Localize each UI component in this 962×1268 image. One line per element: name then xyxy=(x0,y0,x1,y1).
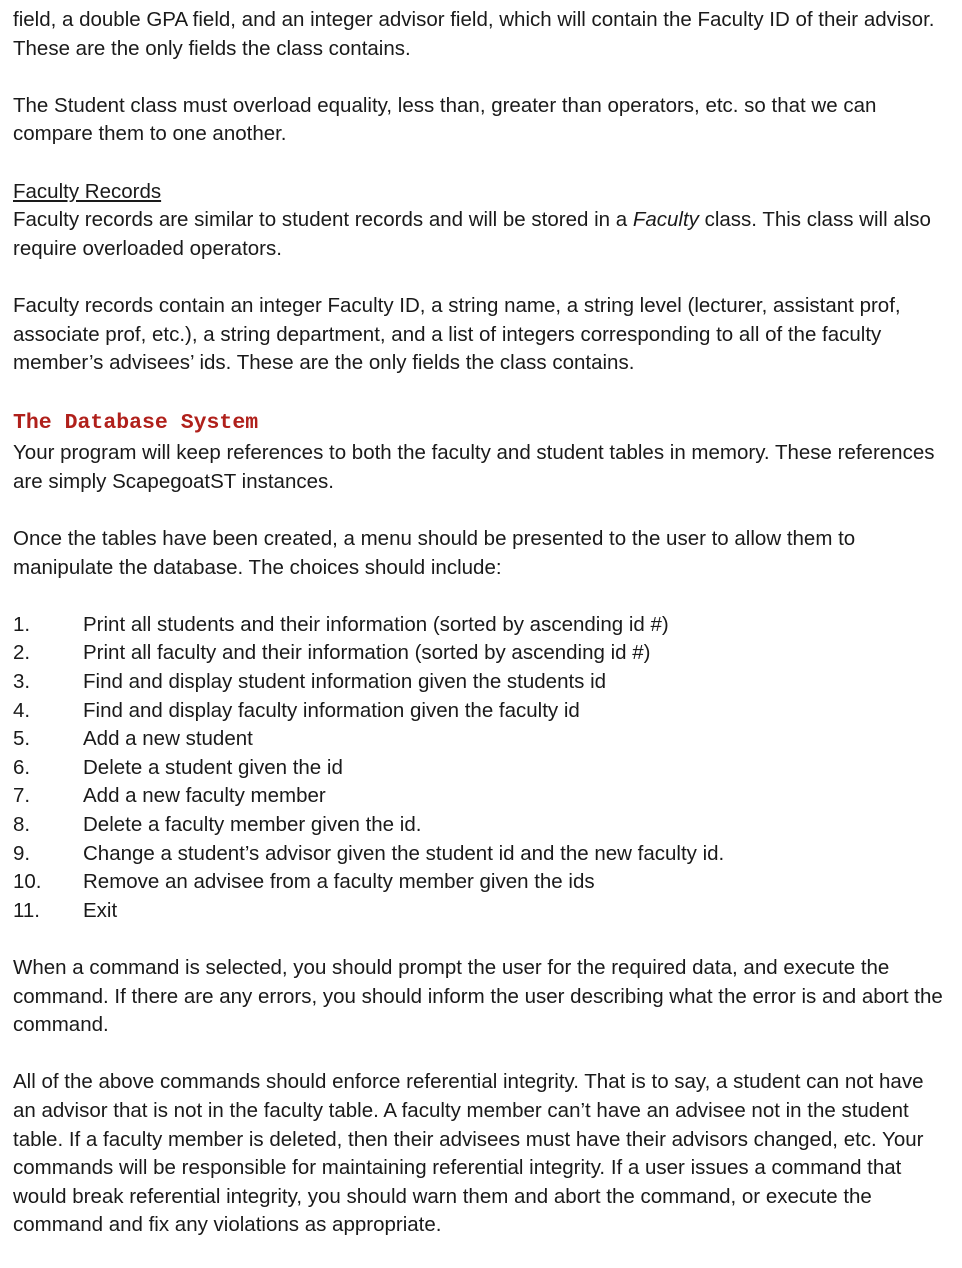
list-item xyxy=(13,725,943,754)
list-item xyxy=(13,782,943,811)
paragraph-menu-intro: Once the tables have been created, a menu should be presented to the user to allow them to manipulate the database. The choices should include: xyxy=(13,527,856,579)
paragraph-gap xyxy=(13,63,943,92)
paragraph-gap xyxy=(13,263,943,292)
list-item xyxy=(13,668,943,697)
faculty-class-text-after: class. This class will also require overloaded operators. xyxy=(13,208,931,260)
paragraph-gap xyxy=(13,925,943,954)
list-item-text: Exit xyxy=(83,898,118,922)
list-item xyxy=(13,897,943,926)
list-item-number: 1. xyxy=(13,612,31,636)
paragraph-gap xyxy=(13,378,943,407)
list-item xyxy=(13,868,943,897)
paragraph-faculty-class xyxy=(13,206,943,263)
list-item-number: 4. xyxy=(13,698,31,722)
paragraph-faculty-contents: Faculty records contain an integer Faculty ID, a string name, a string level (lecturer, assistant prof, associate prof, etc.), a string department, and a list of integers corresponding to all of the faculty member’s advisees’ ids. These are the only fields the class contains. xyxy=(13,293,901,375)
list-item-text: Change a student’s advisor given the student id and the new faculty id. xyxy=(83,841,725,865)
faculty-class-text-before: Faculty records are similar to student records and will be stored in a xyxy=(13,208,633,232)
paragraph-gap xyxy=(13,582,943,611)
list-item-number: 3. xyxy=(13,670,31,694)
list-item-text: Delete a student given the id xyxy=(83,755,343,779)
list-item-text: Find and display student information given the students id xyxy=(83,670,607,694)
faculty-records-heading: Faculty Records xyxy=(13,179,162,203)
paragraph-command-execution: When a command is selected, you should prompt the user for the required data, and execute the command. If there are any errors, you should inform the user describing what the error is and abort the command. xyxy=(13,956,943,1037)
paragraph-references: Your program will keep references to both the faculty and student tables in memory. These references are simply ScapegoatST instances. xyxy=(13,441,935,493)
database-system-title: The Database System xyxy=(13,411,259,436)
faculty-class-name: Faculty xyxy=(632,208,699,232)
list-item-number: 8. xyxy=(13,813,31,837)
menu-choices-list xyxy=(13,611,943,926)
list-item-text: Add a new student xyxy=(83,727,253,751)
list-item-text: Delete a faculty member given the id. xyxy=(83,813,422,837)
list-item-number: 7. xyxy=(13,784,31,808)
list-item xyxy=(13,611,943,640)
list-item-text: Print all students and their information (sorted by ascending id #) xyxy=(83,612,669,636)
paragraph-gap xyxy=(13,149,943,178)
list-item xyxy=(13,639,943,668)
list-item-number: 9. xyxy=(13,841,31,865)
list-item-number: 2. xyxy=(13,641,31,665)
list-item-number: 6. xyxy=(13,755,31,779)
paragraph-student-overload: The Student class must overload equality, less than, greater than operators, etc. so that we can compare them to one another. xyxy=(13,93,877,146)
list-item-text: Print all faculty and their information (sorted by ascending id #) xyxy=(83,641,651,665)
document-page xyxy=(13,6,943,1240)
list-item-number: 5. xyxy=(13,727,31,751)
paragraph-gap xyxy=(13,1040,943,1069)
list-item-text: Find and display faculty information given the faculty id xyxy=(83,698,580,722)
list-item xyxy=(13,697,943,726)
paragraph-student-fields: field, a double GPA field, and an integer advisor field, which will contain the Faculty ID of their advisor. These are the only fields the class contains. xyxy=(13,8,935,60)
list-item-text: Add a new faculty member xyxy=(83,784,326,808)
paragraph-gap xyxy=(13,497,943,526)
list-item-number: 11. xyxy=(13,898,40,922)
list-item-text: Remove an advisee from a faculty member given the ids xyxy=(83,870,595,894)
paragraph-referential-integrity: All of the above commands should enforce referential integrity. That is to say, a student can not have an advisor that is not in the faculty table. A faculty member can’t have an advisee not in the student table. If a faculty member is deleted, then their advisees must have their advisors changed, etc. Your commands will be responsible for maintaining referential integrity. If a user issues a command that would break referential integrity, you should warn them and abort the command, or execute the command and fix any violations as appropriate. xyxy=(13,1070,924,1237)
list-item xyxy=(13,754,943,783)
list-item-number: 10. xyxy=(13,870,42,894)
list-item xyxy=(13,840,943,869)
list-item xyxy=(13,811,943,840)
